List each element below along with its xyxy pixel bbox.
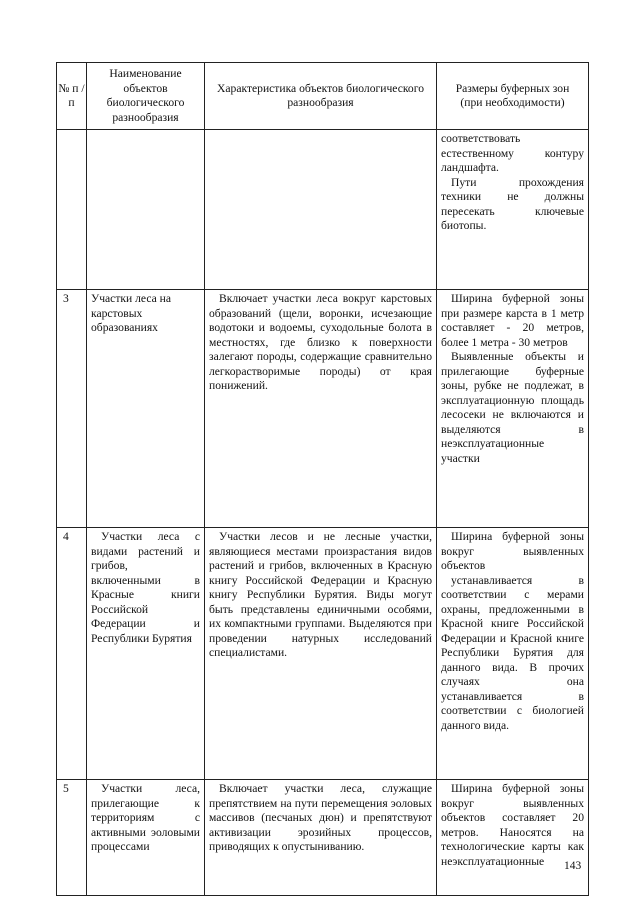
buffer-paragraph: Ширина буферной зоны вокруг выявленных объектов xyxy=(441,530,584,572)
header-num: № п /п xyxy=(57,63,87,130)
row-num: 5 xyxy=(57,780,87,896)
header-buffer: Размеры буферных зон (при необходимости) xyxy=(437,63,589,130)
header-name: Наименование объектов биологического разнообразия xyxy=(87,63,205,130)
table-row xyxy=(57,528,589,780)
buffer-paragraph: Пути прохождения техники не должны пересекать ключевые биотопы. xyxy=(441,175,584,232)
row-characteristic: Участки лесов и не лесные участки, являющиеся местами произрастания видов растений и грибов, включенных в Красную книгу Российской Федерации и Красную книгу Республики Бурятия. Виды могут быть представлены единичными особями, их компактными группами. Выделяются при проведении натурных исследований специалистами. xyxy=(205,528,437,780)
row-name: Участки леса, прилегающие к территориям с активными эоловыми процессами xyxy=(87,780,205,896)
row-buffer xyxy=(437,130,589,290)
row-num xyxy=(57,130,87,290)
header-characteristic: Характеристика объектов биологического разнообразия xyxy=(205,63,437,130)
row-num: 3 xyxy=(57,290,87,528)
row-name xyxy=(87,130,205,290)
row-num: 4 xyxy=(57,528,87,780)
buffer-paragraph: соответствовать естественному контуру ландшафта. xyxy=(441,132,584,174)
buffer-paragraph: Выявленные объекты и прилегающие буферные зоны, рубке не подлежат, в эксплуатационную площадь лесосеки не включаются и выделяются в неэксплуатационные участки xyxy=(441,350,584,465)
row-buffer xyxy=(437,780,589,896)
row-buffer xyxy=(437,290,589,528)
table-row xyxy=(57,780,589,896)
table-row xyxy=(57,290,589,528)
table-row xyxy=(57,130,589,290)
row-buffer xyxy=(437,528,589,780)
buffer-zones-table xyxy=(56,62,589,896)
row-characteristic: Включает участки леса вокруг карстовых образований (щели, воронки, исчезающие водотоки и водоемы, суходольные болота в местностях, где близко к поверхности залегают породы, содержащие сравнительно легкорастворимые породы) от края понижений. xyxy=(205,290,437,528)
buffer-paragraph: Ширина буферной зоны при размере карста в 1 метр составляет - 20 метров, более 1 метра - 30 метров xyxy=(441,292,584,349)
row-characteristic xyxy=(205,130,437,290)
row-characteristic: Включает участки леса, служащие препятствием на пути перемещения эоловых массивов (песчаных дюн) и препятствуют активизации эрозийных процессов, приводящих к опустыниванию. xyxy=(205,780,437,896)
row-name: Участки леса на карстовых образованиях xyxy=(87,290,205,528)
buffer-paragraph: Ширина буферной зоны вокруг выявленных объектов составляет 20 метров. Наносятся на технологические карты как неэксплуатационные xyxy=(441,782,584,868)
table-header-row xyxy=(57,63,589,130)
page-number: 143 xyxy=(564,860,582,872)
row-name: Участки леса с видами растений и грибов, включенными в Красные книги Российской Федерации и Республики Бурятия xyxy=(87,528,205,780)
buffer-paragraph: устанавливается в соответствии с мерами охраны, предложенными в Красной книге Российской Федерации и Красной книге Республики Бурятия для данного вида. В прочих случаях она устанавливается в соответствии с биологией данного вида. xyxy=(441,573,584,732)
